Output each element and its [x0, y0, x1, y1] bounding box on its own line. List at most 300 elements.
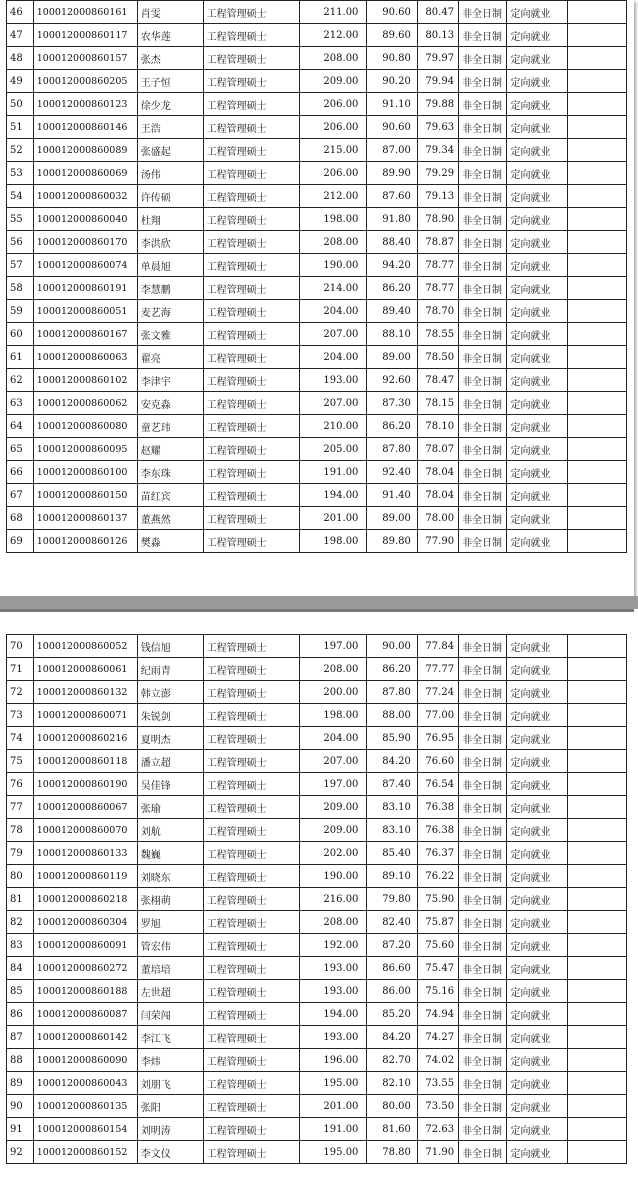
- exam-id-cell: 100012000860304: [33, 911, 137, 934]
- initial-score-cell: 207.00: [300, 392, 367, 415]
- major-cell: 工程管理硕士: [203, 704, 300, 727]
- retest-score-cell: 90.00: [367, 635, 417, 658]
- major-cell: 工程管理硕士: [203, 727, 300, 750]
- total-score-cell: 74.27: [417, 1026, 458, 1049]
- empty-cell: [568, 1, 627, 24]
- total-score-cell: 78.15: [417, 392, 458, 415]
- row-index-cell: 70: [7, 635, 34, 658]
- empty-cell: [568, 911, 627, 934]
- row-index-cell: 59: [7, 300, 34, 323]
- retest-score-cell: 86.20: [367, 277, 417, 300]
- table-row: [7, 658, 627, 681]
- plan-type-cell: 定向就业: [507, 934, 568, 957]
- study-type-cell: 非全日制: [459, 70, 507, 93]
- row-index-cell: 75: [7, 750, 34, 773]
- major-cell: 工程管理硕士: [203, 116, 300, 139]
- total-score-cell: 80.47: [417, 1, 458, 24]
- major-cell: 工程管理硕士: [203, 185, 300, 208]
- document-page-bottom: [0, 609, 634, 1181]
- row-index-cell: 71: [7, 658, 34, 681]
- plan-type-cell: 定向就业: [507, 369, 568, 392]
- study-type-cell: 非全日制: [459, 277, 507, 300]
- empty-cell: [568, 934, 627, 957]
- plan-type-cell: 定向就业: [507, 704, 568, 727]
- study-type-cell: 非全日制: [459, 750, 507, 773]
- row-index-cell: 88: [7, 1049, 34, 1072]
- total-score-cell: 79.88: [417, 93, 458, 116]
- study-type-cell: 非全日制: [459, 819, 507, 842]
- study-type-cell: 非全日制: [459, 507, 507, 530]
- row-index-cell: 74: [7, 727, 34, 750]
- initial-score-cell: 208.00: [300, 658, 367, 681]
- study-type-cell: 非全日制: [459, 1072, 507, 1095]
- study-type-cell: 非全日制: [459, 438, 507, 461]
- candidate-name-cell: 管宏伟: [137, 934, 203, 957]
- study-type-cell: 非全日制: [459, 93, 507, 116]
- plan-type-cell: 定向就业: [507, 727, 568, 750]
- total-score-cell: 73.50: [417, 1095, 458, 1118]
- table-row: [7, 704, 627, 727]
- row-index-cell: 84: [7, 957, 34, 980]
- candidate-name-cell: 单晨旭: [137, 254, 203, 277]
- plan-type-cell: 定向就业: [507, 1095, 568, 1118]
- initial-score-cell: 193.00: [300, 1026, 367, 1049]
- candidate-name-cell: 麦艺海: [137, 300, 203, 323]
- empty-cell: [568, 323, 627, 346]
- total-score-cell: 76.95: [417, 727, 458, 750]
- empty-cell: [568, 842, 627, 865]
- total-score-cell: 79.94: [417, 70, 458, 93]
- exam-id-cell: 100012000860137: [33, 507, 137, 530]
- plan-type-cell: 定向就业: [507, 438, 568, 461]
- initial-score-cell: 197.00: [300, 773, 367, 796]
- major-cell: 工程管理硕士: [203, 208, 300, 231]
- retest-score-cell: 91.80: [367, 208, 417, 231]
- total-score-cell: 75.60: [417, 934, 458, 957]
- study-type-cell: 非全日制: [459, 1141, 507, 1164]
- exam-id-cell: 100012000860157: [33, 47, 137, 70]
- empty-cell: [568, 93, 627, 116]
- major-cell: 工程管理硕士: [203, 392, 300, 415]
- retest-score-cell: 86.20: [367, 658, 417, 681]
- major-cell: 工程管理硕士: [203, 438, 300, 461]
- total-score-cell: 79.34: [417, 139, 458, 162]
- study-type-cell: 非全日制: [459, 1049, 507, 1072]
- candidate-name-cell: 董燕然: [137, 507, 203, 530]
- retest-score-cell: 82.10: [367, 1072, 417, 1095]
- candidate-name-cell: 闫荣闯: [137, 1003, 203, 1026]
- initial-score-cell: 215.00: [300, 139, 367, 162]
- table-row: [7, 1072, 627, 1095]
- table-row: [7, 231, 627, 254]
- major-cell: 工程管理硕士: [203, 888, 300, 911]
- total-score-cell: 77.90: [417, 530, 458, 553]
- initial-score-cell: 192.00: [300, 934, 367, 957]
- total-score-cell: 74.94: [417, 1003, 458, 1026]
- row-index-cell: 64: [7, 415, 34, 438]
- plan-type-cell: 定向就业: [507, 415, 568, 438]
- row-index-cell: 66: [7, 461, 34, 484]
- total-score-cell: 73.55: [417, 1072, 458, 1095]
- study-type-cell: 非全日制: [459, 185, 507, 208]
- total-score-cell: 79.97: [417, 47, 458, 70]
- table-row: [7, 93, 627, 116]
- empty-cell: [568, 727, 627, 750]
- exam-id-cell: 100012000860032: [33, 185, 137, 208]
- candidate-name-cell: 李慧鹏: [137, 277, 203, 300]
- study-type-cell: 非全日制: [459, 980, 507, 1003]
- empty-cell: [568, 277, 627, 300]
- plan-type-cell: 定向就业: [507, 865, 568, 888]
- major-cell: 工程管理硕士: [203, 1141, 300, 1164]
- major-cell: 工程管理硕士: [203, 796, 300, 819]
- study-type-cell: 非全日制: [459, 681, 507, 704]
- row-index-cell: 69: [7, 530, 34, 553]
- plan-type-cell: 定向就业: [507, 750, 568, 773]
- retest-score-cell: 90.20: [367, 70, 417, 93]
- study-type-cell: 非全日制: [459, 1003, 507, 1026]
- initial-score-cell: 206.00: [300, 116, 367, 139]
- candidate-name-cell: 董培培: [137, 957, 203, 980]
- empty-cell: [568, 369, 627, 392]
- study-type-cell: 非全日制: [459, 484, 507, 507]
- retest-score-cell: 87.30: [367, 392, 417, 415]
- exam-id-cell: 100012000860123: [33, 93, 137, 116]
- plan-type-cell: 定向就业: [507, 231, 568, 254]
- study-type-cell: 非全日制: [459, 208, 507, 231]
- table-row: [7, 323, 627, 346]
- major-cell: 工程管理硕士: [203, 819, 300, 842]
- exam-id-cell: 100012000860154: [33, 1118, 137, 1141]
- retest-score-cell: 80.00: [367, 1095, 417, 1118]
- total-score-cell: 80.13: [417, 24, 458, 47]
- exam-id-cell: 100012000860146: [33, 116, 137, 139]
- retest-score-cell: 89.90: [367, 162, 417, 185]
- empty-cell: [568, 1141, 627, 1164]
- plan-type-cell: 定向就业: [507, 1118, 568, 1141]
- plan-type-cell: 定向就业: [507, 461, 568, 484]
- table-row: [7, 888, 627, 911]
- candidate-name-cell: 苗红宾: [137, 484, 203, 507]
- study-type-cell: 非全日制: [459, 254, 507, 277]
- row-index-cell: 91: [7, 1118, 34, 1141]
- empty-cell: [568, 47, 627, 70]
- plan-type-cell: 定向就业: [507, 1026, 568, 1049]
- row-index-cell: 83: [7, 934, 34, 957]
- major-cell: 工程管理硕士: [203, 635, 300, 658]
- candidate-name-cell: 赵耀: [137, 438, 203, 461]
- initial-score-cell: 193.00: [300, 980, 367, 1003]
- exam-id-cell: 100012000860070: [33, 819, 137, 842]
- candidate-name-cell: 刘明涛: [137, 1118, 203, 1141]
- exam-id-cell: 100012000860133: [33, 842, 137, 865]
- candidate-name-cell: 许传硕: [137, 185, 203, 208]
- major-cell: 工程管理硕士: [203, 1049, 300, 1072]
- empty-cell: [568, 231, 627, 254]
- row-index-cell: 55: [7, 208, 34, 231]
- candidate-name-cell: 刘航: [137, 819, 203, 842]
- empty-cell: [568, 438, 627, 461]
- study-type-cell: 非全日制: [459, 530, 507, 553]
- empty-cell: [568, 796, 627, 819]
- major-cell: 工程管理硕士: [203, 1118, 300, 1141]
- row-index-cell: 60: [7, 323, 34, 346]
- total-score-cell: 76.54: [417, 773, 458, 796]
- plan-type-cell: 定向就业: [507, 530, 568, 553]
- candidate-name-cell: 杜翔: [137, 208, 203, 231]
- major-cell: 工程管理硕士: [203, 842, 300, 865]
- study-type-cell: 非全日制: [459, 1026, 507, 1049]
- row-index-cell: 56: [7, 231, 34, 254]
- empty-cell: [568, 484, 627, 507]
- major-cell: 工程管理硕士: [203, 1003, 300, 1026]
- candidate-name-cell: 罗旭: [137, 911, 203, 934]
- plan-type-cell: 定向就业: [507, 139, 568, 162]
- plan-type-cell: 定向就业: [507, 658, 568, 681]
- retest-score-cell: 81.60: [367, 1118, 417, 1141]
- study-type-cell: 非全日制: [459, 796, 507, 819]
- total-score-cell: 74.02: [417, 1049, 458, 1072]
- table-row: [7, 461, 627, 484]
- major-cell: 工程管理硕士: [203, 980, 300, 1003]
- retest-score-cell: 89.40: [367, 300, 417, 323]
- initial-score-cell: 208.00: [300, 231, 367, 254]
- initial-score-cell: 214.00: [300, 277, 367, 300]
- row-index-cell: 72: [7, 681, 34, 704]
- candidate-name-cell: 李东珠: [137, 461, 203, 484]
- initial-score-cell: 196.00: [300, 1049, 367, 1072]
- row-index-cell: 82: [7, 911, 34, 934]
- retest-score-cell: 88.00: [367, 704, 417, 727]
- major-cell: 工程管理硕士: [203, 277, 300, 300]
- total-score-cell: 76.22: [417, 865, 458, 888]
- row-index-cell: 79: [7, 842, 34, 865]
- table-row: [7, 727, 627, 750]
- table-row: [7, 47, 627, 70]
- initial-score-cell: 191.00: [300, 461, 367, 484]
- major-cell: 工程管理硕士: [203, 530, 300, 553]
- retest-score-cell: 86.60: [367, 957, 417, 980]
- exam-id-cell: 100012000860051: [33, 300, 137, 323]
- exam-id-cell: 100012000860061: [33, 658, 137, 681]
- exam-id-cell: 100012000860132: [33, 681, 137, 704]
- plan-type-cell: 定向就业: [507, 635, 568, 658]
- initial-score-cell: 207.00: [300, 323, 367, 346]
- row-index-cell: 53: [7, 162, 34, 185]
- initial-score-cell: 197.00: [300, 635, 367, 658]
- total-score-cell: 71.90: [417, 1141, 458, 1164]
- initial-score-cell: 210.00: [300, 415, 367, 438]
- table-row: [7, 70, 627, 93]
- row-index-cell: 77: [7, 796, 34, 819]
- study-type-cell: 非全日制: [459, 1095, 507, 1118]
- plan-type-cell: 定向就业: [507, 681, 568, 704]
- table-row: [7, 681, 627, 704]
- major-cell: 工程管理硕士: [203, 957, 300, 980]
- row-index-cell: 62: [7, 369, 34, 392]
- exam-id-cell: 100012000860161: [33, 1, 137, 24]
- total-score-cell: 78.87: [417, 231, 458, 254]
- major-cell: 工程管理硕士: [203, 1072, 300, 1095]
- empty-cell: [568, 507, 627, 530]
- row-index-cell: 50: [7, 93, 34, 116]
- retest-score-cell: 84.20: [367, 1026, 417, 1049]
- study-type-cell: 非全日制: [459, 300, 507, 323]
- table-row: [7, 1095, 627, 1118]
- retest-score-cell: 92.40: [367, 461, 417, 484]
- empty-cell: [568, 116, 627, 139]
- major-cell: 工程管理硕士: [203, 750, 300, 773]
- retest-score-cell: 85.90: [367, 727, 417, 750]
- plan-type-cell: 定向就业: [507, 300, 568, 323]
- row-index-cell: 89: [7, 1072, 34, 1095]
- initial-score-cell: 198.00: [300, 208, 367, 231]
- initial-score-cell: 206.00: [300, 93, 367, 116]
- major-cell: 工程管理硕士: [203, 93, 300, 116]
- exam-id-cell: 100012000860170: [33, 231, 137, 254]
- row-index-cell: 68: [7, 507, 34, 530]
- row-index-cell: 67: [7, 484, 34, 507]
- plan-type-cell: 定向就业: [507, 911, 568, 934]
- retest-score-cell: 87.80: [367, 438, 417, 461]
- study-type-cell: 非全日制: [459, 727, 507, 750]
- major-cell: 工程管理硕士: [203, 1095, 300, 1118]
- exam-id-cell: 100012000860272: [33, 957, 137, 980]
- study-type-cell: 非全日制: [459, 658, 507, 681]
- empty-cell: [568, 635, 627, 658]
- plan-type-cell: 定向就业: [507, 1049, 568, 1072]
- table-row: [7, 346, 627, 369]
- empty-cell: [568, 681, 627, 704]
- plan-type-cell: 定向就业: [507, 346, 568, 369]
- retest-score-cell: 94.20: [367, 254, 417, 277]
- row-index-cell: 47: [7, 24, 34, 47]
- total-score-cell: 76.37: [417, 842, 458, 865]
- major-cell: 工程管理硕士: [203, 415, 300, 438]
- empty-cell: [568, 415, 627, 438]
- initial-score-cell: 201.00: [300, 1095, 367, 1118]
- table-row: [7, 277, 627, 300]
- table-row: [7, 300, 627, 323]
- row-index-cell: 73: [7, 704, 34, 727]
- table-body-top: [7, 1, 627, 553]
- plan-type-cell: 定向就业: [507, 819, 568, 842]
- exam-id-cell: 100012000860052: [33, 635, 137, 658]
- retest-score-cell: 89.10: [367, 865, 417, 888]
- table-row: [7, 415, 627, 438]
- exam-id-cell: 100012000860074: [33, 254, 137, 277]
- initial-score-cell: 191.00: [300, 1118, 367, 1141]
- retest-score-cell: 87.80: [367, 681, 417, 704]
- empty-cell: [568, 461, 627, 484]
- plan-type-cell: 定向就业: [507, 1141, 568, 1164]
- study-type-cell: 非全日制: [459, 369, 507, 392]
- initial-score-cell: 198.00: [300, 530, 367, 553]
- major-cell: 工程管理硕士: [203, 1026, 300, 1049]
- exam-id-cell: 100012000860062: [33, 392, 137, 415]
- exam-id-cell: 100012000860142: [33, 1026, 137, 1049]
- total-score-cell: 78.04: [417, 484, 458, 507]
- row-index-cell: 49: [7, 70, 34, 93]
- exam-id-cell: 100012000860067: [33, 796, 137, 819]
- candidate-name-cell: 钱信旭: [137, 635, 203, 658]
- plan-type-cell: 定向就业: [507, 116, 568, 139]
- table-row: [7, 139, 627, 162]
- candidate-name-cell: 王浩: [137, 116, 203, 139]
- study-type-cell: 非全日制: [459, 957, 507, 980]
- initial-score-cell: 193.00: [300, 369, 367, 392]
- total-score-cell: 78.47: [417, 369, 458, 392]
- exam-id-cell: 100012000860095: [33, 438, 137, 461]
- candidate-name-cell: 张文雅: [137, 323, 203, 346]
- candidate-name-cell: 左世超: [137, 980, 203, 1003]
- initial-score-cell: 204.00: [300, 727, 367, 750]
- candidate-name-cell: 李津宇: [137, 369, 203, 392]
- exam-id-cell: 100012000860216: [33, 727, 137, 750]
- retest-score-cell: 88.10: [367, 323, 417, 346]
- exam-id-cell: 100012000860135: [33, 1095, 137, 1118]
- initial-score-cell: 195.00: [300, 1141, 367, 1164]
- candidate-name-cell: 张杰: [137, 47, 203, 70]
- candidate-name-cell: 夏明杰: [137, 727, 203, 750]
- table-row: [7, 1, 627, 24]
- exam-id-cell: 100012000860102: [33, 369, 137, 392]
- retest-score-cell: 87.00: [367, 139, 417, 162]
- retest-score-cell: 86.20: [367, 415, 417, 438]
- plan-type-cell: 定向就业: [507, 1072, 568, 1095]
- retest-score-cell: 85.40: [367, 842, 417, 865]
- retest-score-cell: 86.00: [367, 980, 417, 1003]
- total-score-cell: 77.00: [417, 704, 458, 727]
- retest-score-cell: 87.60: [367, 185, 417, 208]
- row-index-cell: 92: [7, 1141, 34, 1164]
- retest-score-cell: 91.10: [367, 93, 417, 116]
- study-type-cell: 非全日制: [459, 139, 507, 162]
- exam-id-cell: 100012000860118: [33, 750, 137, 773]
- exam-id-cell: 100012000860090: [33, 1049, 137, 1072]
- total-score-cell: 79.63: [417, 116, 458, 139]
- initial-score-cell: 209.00: [300, 796, 367, 819]
- total-score-cell: 78.07: [417, 438, 458, 461]
- plan-type-cell: 定向就业: [507, 70, 568, 93]
- retest-score-cell: 89.60: [367, 24, 417, 47]
- major-cell: 工程管理硕士: [203, 254, 300, 277]
- study-type-cell: 非全日制: [459, 1118, 507, 1141]
- study-type-cell: 非全日制: [459, 911, 507, 934]
- initial-score-cell: 201.00: [300, 507, 367, 530]
- retest-score-cell: 82.70: [367, 1049, 417, 1072]
- plan-type-cell: 定向就业: [507, 507, 568, 530]
- candidate-name-cell: 张栩萌: [137, 888, 203, 911]
- candidate-name-cell: 李炜: [137, 1049, 203, 1072]
- table-row: [7, 208, 627, 231]
- candidate-name-cell: 李文仪: [137, 1141, 203, 1164]
- plan-type-cell: 定向就业: [507, 1003, 568, 1026]
- row-index-cell: 51: [7, 116, 34, 139]
- plan-type-cell: 定向就业: [507, 254, 568, 277]
- total-score-cell: 72.63: [417, 1118, 458, 1141]
- retest-score-cell: 84.20: [367, 750, 417, 773]
- exam-id-cell: 100012000860043: [33, 1072, 137, 1095]
- row-index-cell: 63: [7, 392, 34, 415]
- retest-score-cell: 82.40: [367, 911, 417, 934]
- candidate-name-cell: 安克淼: [137, 392, 203, 415]
- major-cell: 工程管理硕士: [203, 911, 300, 934]
- study-type-cell: 非全日制: [459, 116, 507, 139]
- initial-score-cell: 200.00: [300, 681, 367, 704]
- study-type-cell: 非全日制: [459, 392, 507, 415]
- retest-score-cell: 91.40: [367, 484, 417, 507]
